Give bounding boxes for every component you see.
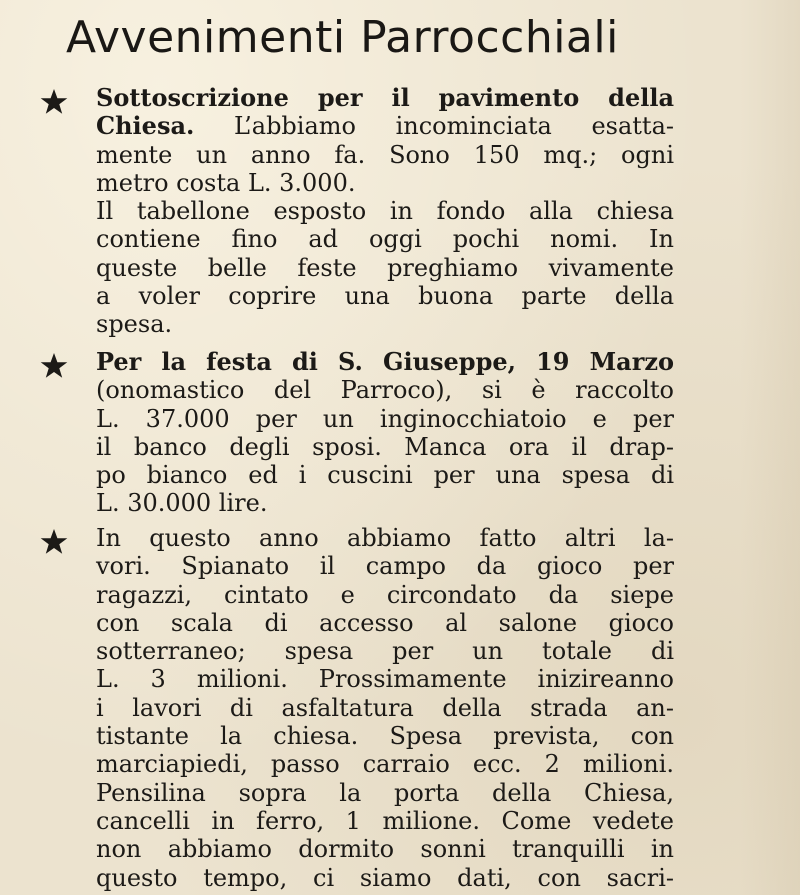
star-icon: [40, 528, 68, 556]
text-line: tistante la chiesa. Spesa prevista, con: [96, 722, 674, 751]
text-line: i lavori di asfaltatura della strada an-: [96, 693, 674, 722]
text-line: cancelli in ferro, 1 milione. Come vedete: [96, 806, 674, 835]
text-line: ragazzi, cintato e circondato da siepe: [96, 580, 674, 609]
text-line: Chiesa. L’abbiamo incominciata esatta-: [96, 111, 674, 141]
text-line: Pensilina sopra la porta della Chiesa,: [96, 778, 674, 807]
text-line: (onomastico del Parroco), si è raccolto: [96, 376, 674, 405]
paragraph-2: [96, 348, 674, 518]
text-line: L. 37.000 per un inginocchiatoio e per: [96, 404, 674, 433]
text-line: vori. Spianato il campo da gioco per: [96, 552, 674, 581]
text-line: mente un anno fa. Sono 150 mq.; ogni: [96, 140, 674, 169]
paragraph-1: [96, 84, 674, 339]
text-line: po bianco ed i cuscini per una spesa di: [96, 461, 674, 490]
text-line: In questo anno abbiamo fatto altri la-: [96, 524, 674, 552]
text-line: marciapiedi, passo carraio ecc. 2 milioni.: [96, 750, 674, 779]
text-line: L. 3 milioni. Prossimamente inizireanno: [96, 665, 674, 694]
page-title: Avvenimenti Parrocchiali: [66, 12, 619, 63]
text-line: con scala di accesso al salone gioco: [96, 608, 674, 637]
star-icon: [40, 88, 68, 116]
text-line: spesa.: [96, 310, 173, 339]
paper-edge-shade: [740, 0, 800, 895]
text-line: Per la festa di S. Giuseppe, 19 Marzo: [96, 347, 674, 376]
paragraph-3: [96, 524, 674, 892]
text-line: Il tabellone esposto in fondo alla chiesa: [96, 197, 674, 226]
text-line: contiene fino ad oggi pochi nomi. In: [96, 225, 674, 254]
text-line: il banco degli sposi. Manca ora il drap-: [96, 432, 674, 461]
text-line: sotterraneo; spesa per un totale di: [96, 637, 674, 666]
text-line: non abbiamo dormito sonni tranquilli in: [96, 835, 674, 864]
star-icon: [40, 352, 68, 380]
text-line: L. 30.000 lire.: [96, 489, 268, 518]
text-line: Sottoscrizione per il pavimento della: [96, 83, 674, 112]
text-line: questo tempo, ci siamo dati, con sacri-: [96, 863, 674, 892]
text-line: a voler coprire una buona parte della: [96, 282, 674, 311]
text-line: queste belle feste preghiamo vivamente: [96, 253, 674, 282]
text-line: metro costa L. 3.000.: [96, 168, 356, 197]
